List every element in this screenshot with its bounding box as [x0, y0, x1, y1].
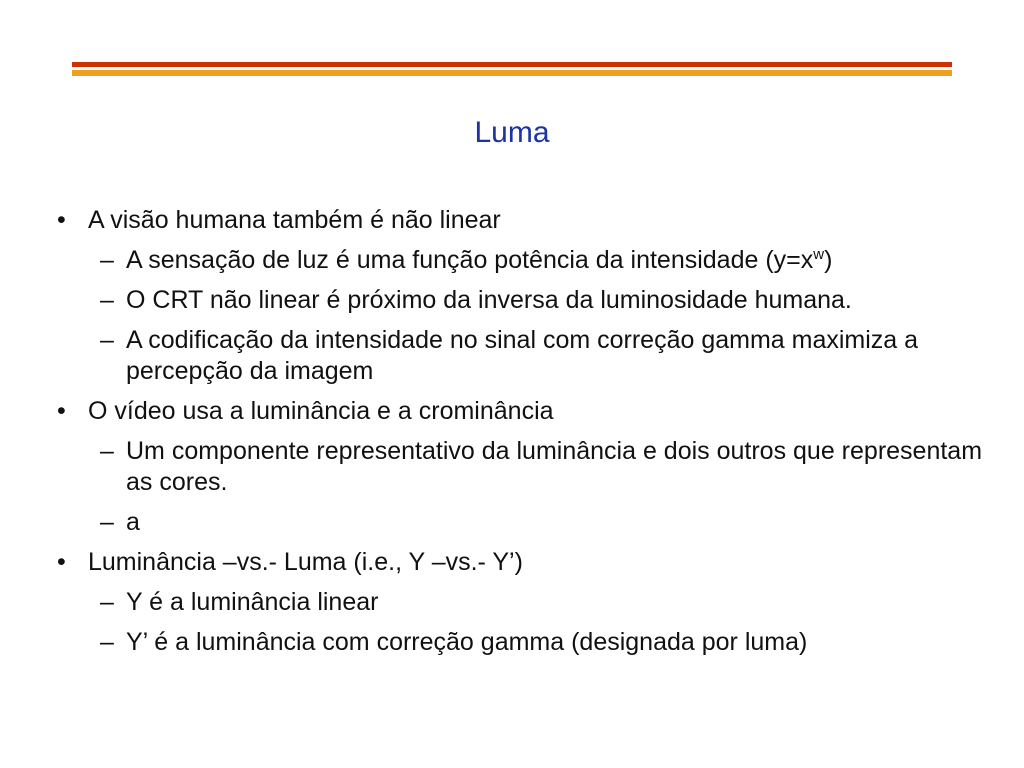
bullet-item	[0, 547, 1000, 578]
sub-bullet-text: Y’ é a luminância com correção gamma (designada por luma)	[126, 628, 808, 656]
sub-bullet-item	[0, 285, 1000, 316]
bullet-marker: •	[57, 206, 66, 234]
sub-bullet-text-suffix: )	[824, 246, 833, 274]
sub-bullet-text: Y é a luminância linear	[126, 588, 379, 616]
slide-title: Luma	[474, 116, 550, 149]
bullet-marker: •	[57, 548, 66, 576]
slide-body	[0, 205, 1000, 667]
sub-bullet-text: A codificação da intensidade no sinal com correção gamma maximiza a percepção da imagem	[126, 326, 919, 385]
bullet-text: Luminância –vs.- Luma (i.e., Y –vs.- Y’)	[88, 548, 523, 576]
sub-bullet-text: O CRT não linear é próximo da inversa da luminosidade humana.	[126, 286, 852, 314]
sub-bullet-text: Um componente representativo da luminância e dois outros que representam as cores.	[126, 437, 983, 496]
bullet-item	[0, 396, 1000, 427]
bullet-text: O vídeo usa a luminância e a crominância	[88, 397, 554, 425]
sub-bullet-item	[0, 587, 1000, 618]
sub-bullet-item	[0, 507, 1000, 538]
header-rule-orange	[72, 70, 952, 76]
sub-bullet-marker: –	[100, 246, 114, 274]
sub-bullet-text: A sensação de luz é uma função potência da intensidade (y=x	[126, 246, 814, 274]
sub-bullet-marker: –	[100, 286, 114, 314]
sub-bullet-item	[0, 436, 1000, 498]
sub-bullet-item	[0, 325, 1000, 387]
sub-bullet-marker: –	[100, 437, 114, 465]
sub-bullet-item	[0, 245, 1000, 276]
sub-bullet-item	[0, 627, 1000, 658]
sub-bullet-marker: –	[100, 326, 114, 354]
sub-bullet-marker: –	[100, 628, 114, 656]
bullet-marker: •	[57, 397, 66, 425]
superscript-exponent: w	[813, 246, 825, 263]
bullet-item	[0, 205, 1000, 236]
bullet-text: A visão humana também é não linear	[88, 206, 501, 234]
header-rule-red	[72, 62, 952, 67]
sub-bullet-marker: –	[100, 588, 114, 616]
sub-bullet-marker: –	[100, 508, 114, 536]
sub-bullet-text: a	[126, 508, 140, 536]
